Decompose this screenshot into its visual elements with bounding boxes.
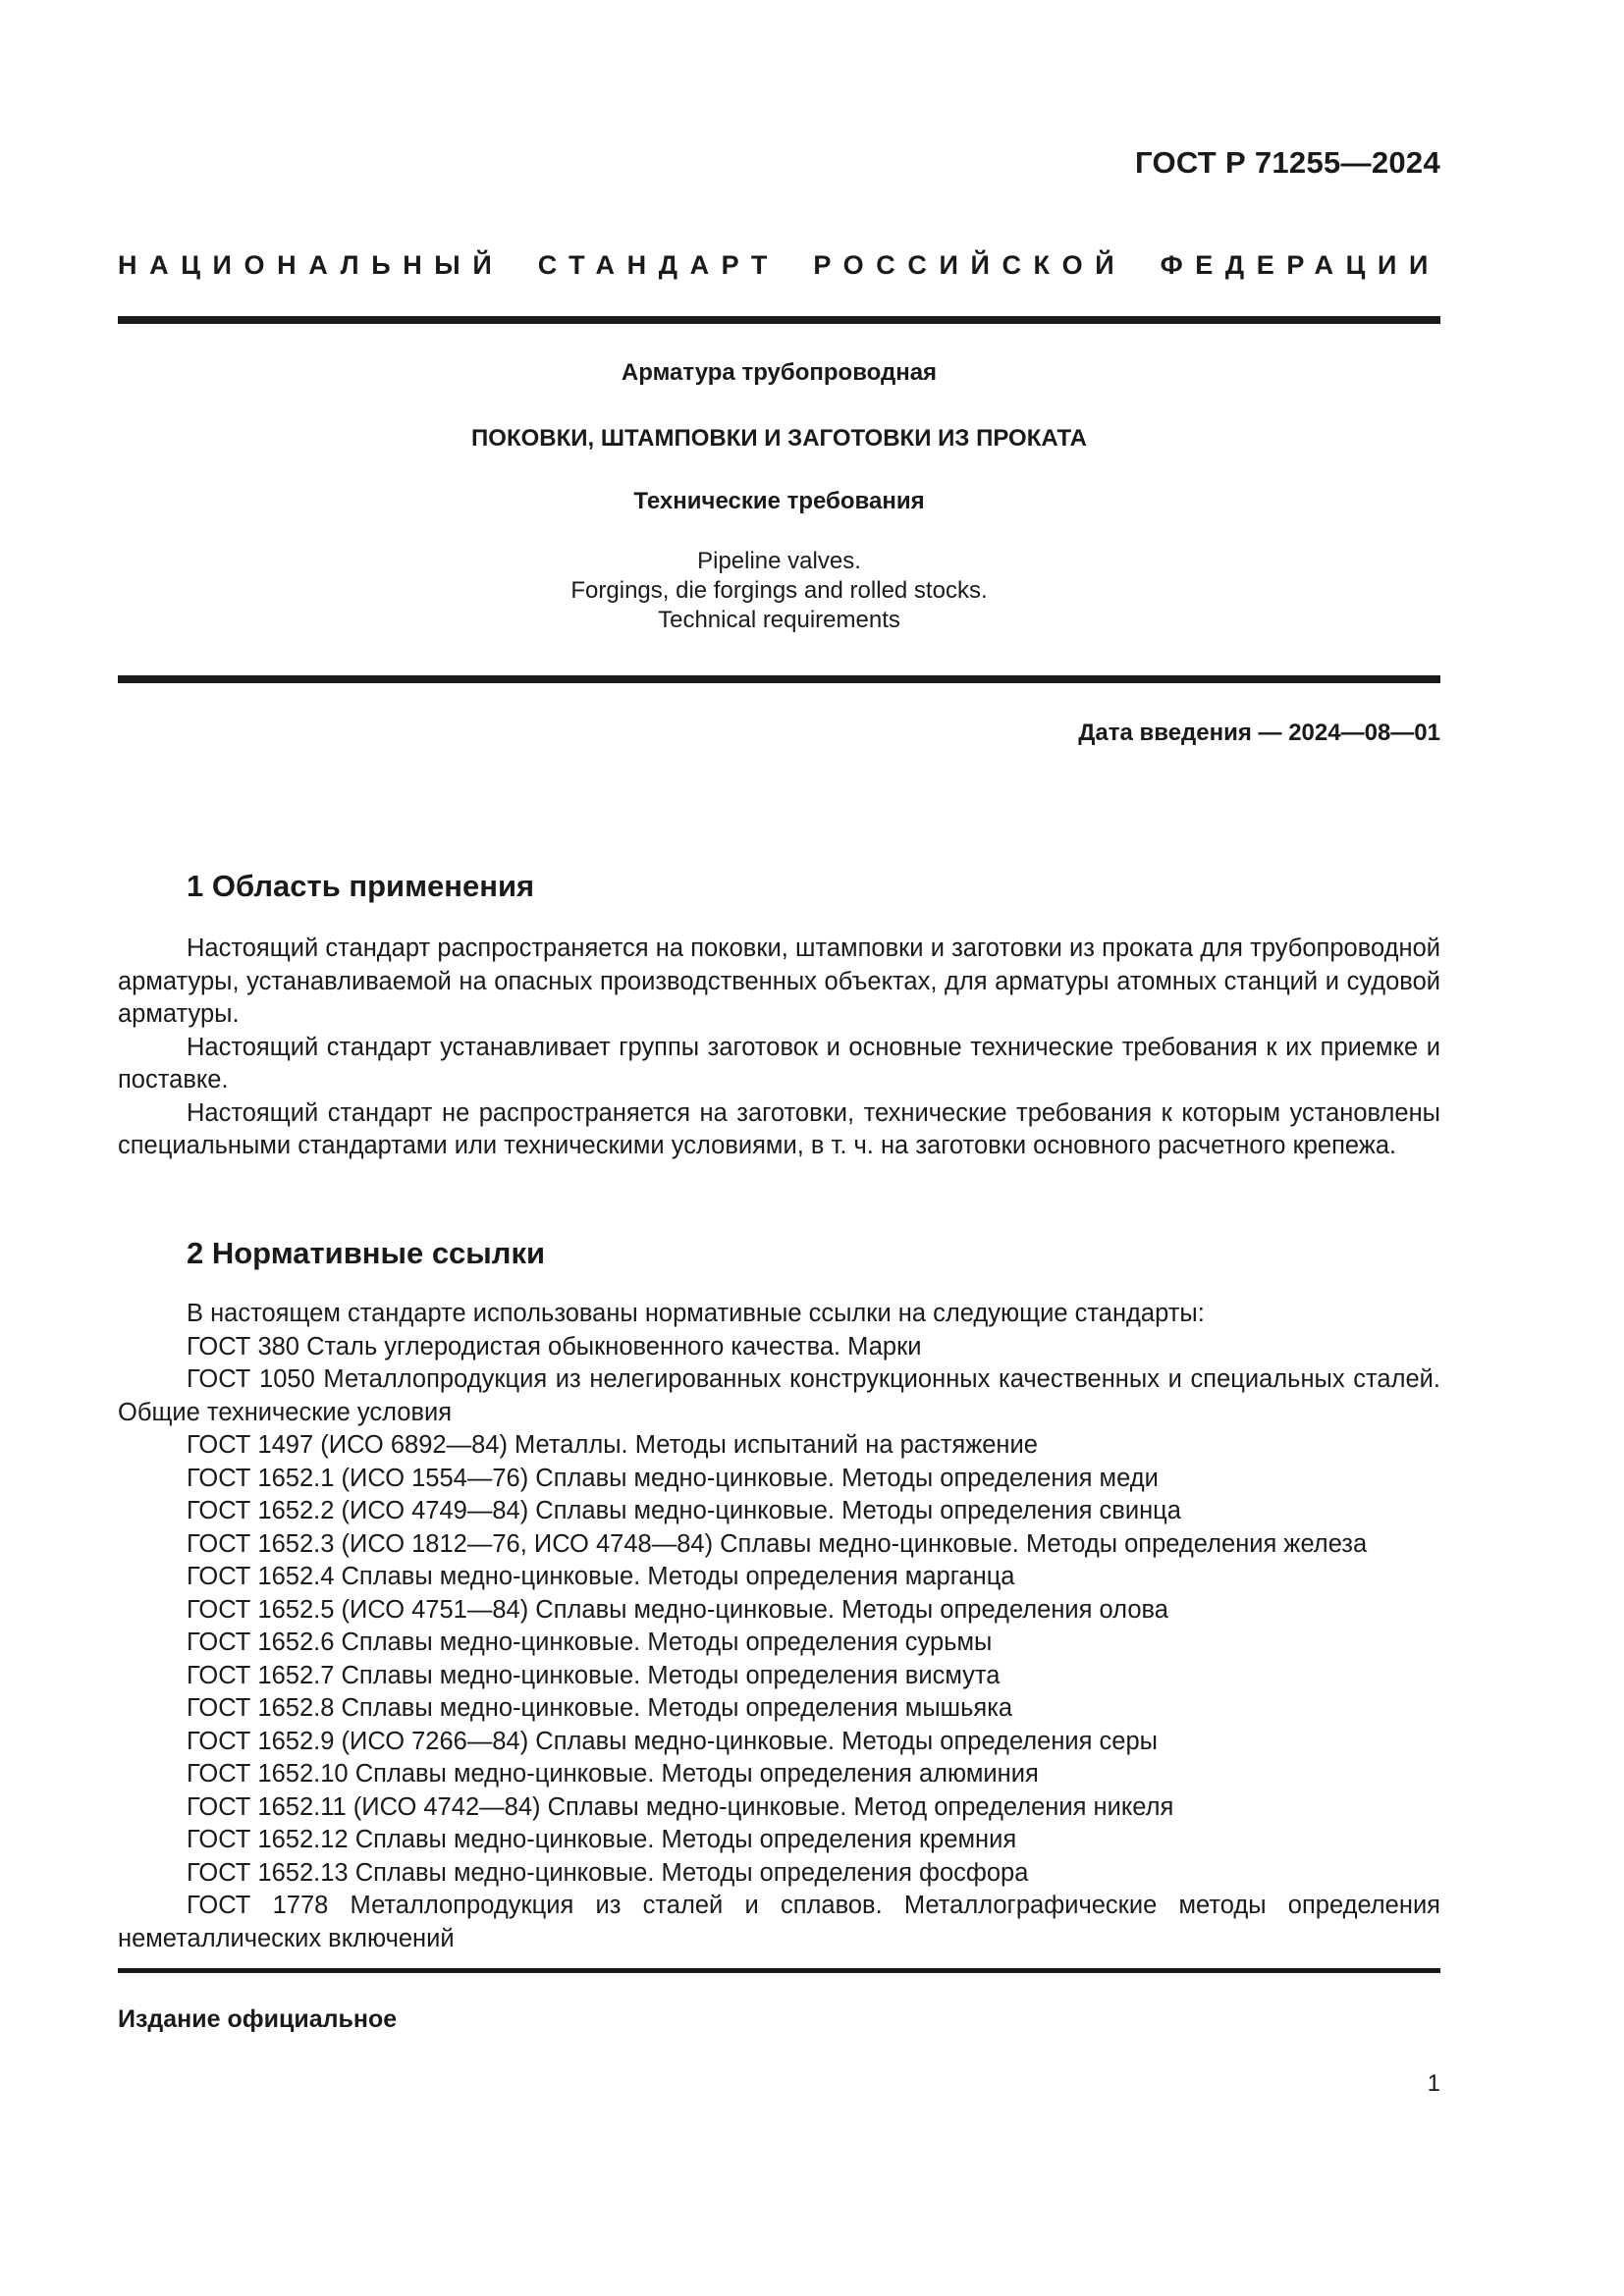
reference-item: ГОСТ 1652.1 (ИСО 1554—76) Сплавы медно-цинковые. Методы определения меди	[187, 1464, 1159, 1492]
section-1-body	[118, 933, 1440, 1163]
national-standard-title: НАЦИОНАЛЬНЫЙ СТАНДАРТ РОССИЙСКОЙ ФЕДЕРАЦИИ	[118, 250, 1440, 280]
reference-item: ГОСТ 1652.9 (ИСО 7266—84) Сплавы медно-цинковые. Методы определения серы	[187, 1727, 1158, 1755]
reference-item: ГОСТ 1050 Металлопродукция из нелегированных конструкционных качественных и специальных сталей. Общие технические условия	[118, 1365, 1440, 1426]
reference-item: ГОСТ 1652.7 Сплавы медно-цинковые. Методы определения висмута	[187, 1661, 1001, 1689]
english-title	[118, 547, 1440, 635]
reference-item: ГОСТ 1497 (ИСО 6892—84) Металлы. Методы испытаний на растяжение	[187, 1431, 1038, 1459]
reference-item: ГОСТ 1652.8 Сплавы медно-цинковые. Методы определения мышьяка	[187, 1694, 1013, 1722]
reference-item: ГОСТ 1652.4 Сплавы медно-цинковые. Методы определения марганца	[187, 1563, 1015, 1590]
title-line-1: Арматура трубопроводная	[621, 359, 938, 386]
english-title-line: Technical requirements	[658, 607, 900, 633]
document-code: ГОСТ Р 71255—2024	[1135, 145, 1440, 180]
title-rule	[118, 675, 1440, 683]
paragraph: Настоящий стандарт не распространяется на заготовки, технические требования к которым установлены специальными стандартами или техническими условиями, в т. ч. на заготовки основного расчетного крепежа.	[118, 1098, 1440, 1159]
title-line-3: Технические требования	[633, 488, 925, 514]
reference-item: ГОСТ 1652.10 Сплавы медно-цинковые. Методы определения алюминия	[187, 1760, 1039, 1788]
page-number: 1	[1427, 2070, 1440, 2097]
reference-item: ГОСТ 1652.13 Сплавы медно-цинковые. Методы определения фосфора	[187, 1858, 1029, 1887]
reference-item: ГОСТ 380 Сталь углеродистая обыкновенного качества. Марки	[187, 1332, 922, 1361]
reference-intro: В настоящем стандарте использованы нормативные ссылки на следующие стандарты:	[187, 1300, 1205, 1327]
english-title-line: Forgings, die forgings and rolled stocks.	[570, 577, 988, 604]
reference-item: ГОСТ 1652.6 Сплавы медно-цинковые. Методы определения сурьмы	[187, 1629, 993, 1656]
official-edition-label: Издание официальное	[118, 2005, 398, 2033]
reference-item: ГОСТ 1778 Металлопродукция из сталей и сплавов. Металлографические методы определения неметаллических включений	[118, 1892, 1440, 1952]
reference-item: ГОСТ 1652.2 (ИСО 4749—84) Сплавы медно-цинковые. Методы определения свинца	[187, 1497, 1181, 1524]
normative-references-list	[118, 1298, 1440, 1955]
reference-item: ГОСТ 1652.11 (ИСО 4742—84) Сплавы медно-цинковые. Метод определения никеля	[187, 1792, 1174, 1821]
section-2-heading: 2 Нормативные ссылки	[187, 1236, 546, 1270]
paragraph: Настоящий стандарт устанавливает группы заготовок и основные технические требования к их приемке и поставке.	[118, 1033, 1440, 1094]
title-line-2: ПОКОВКИ, ШТАМПОВКИ И ЗАГОТОВКИ ИЗ ПРОКАТА	[471, 425, 1087, 452]
top-rule	[118, 316, 1440, 324]
reference-item: ГОСТ 1652.5 (ИСО 4751—84) Сплавы медно-цинковые. Методы определения олова	[187, 1595, 1168, 1624]
english-title-line: Pipeline valves.	[697, 548, 861, 574]
paragraph: Настоящий стандарт распространяется на поковки, штамповки и заготовки из проката для трубопроводной арматуры, устанавливаемой на опасных производственных объектах, для арматуры атомных станций и судовой арматуры.	[118, 934, 1440, 1028]
section-1-heading: 1 Область применения	[187, 869, 535, 903]
introduction-date: Дата введения — 2024—08—01	[1078, 720, 1440, 746]
footer-rule	[118, 1968, 1440, 1973]
reference-item: ГОСТ 1652.3 (ИСО 1812—76, ИСО 4748—84) Сплавы медно-цинковые. Методы определения железа	[187, 1529, 1368, 1558]
reference-item: ГОСТ 1652.12 Сплавы медно-цинковые. Методы определения кремния	[187, 1826, 1017, 1853]
